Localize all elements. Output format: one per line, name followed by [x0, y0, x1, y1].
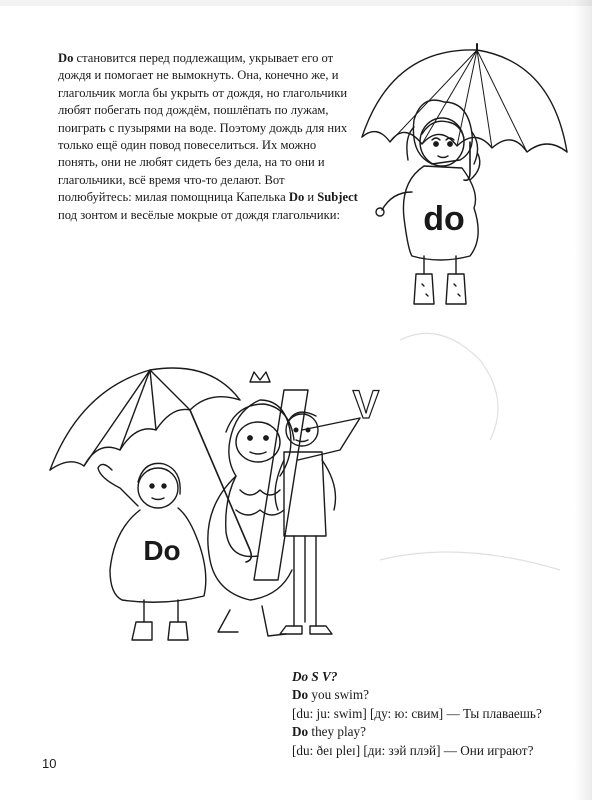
example-2-transcription: [du: ðeɪ pleɪ] [ди: зэй плэй] — Они играют? [292, 742, 534, 758]
bottom-v-letter: V [352, 383, 380, 427]
example-1-question [292, 686, 582, 704]
illustration-do-girl-umbrella [352, 42, 572, 322]
intro-and-word: и [304, 190, 318, 205]
intro-do-bold: Do [288, 190, 305, 205]
formula-do-s-v: Do S V? [292, 669, 338, 684]
bleed-through-shadow [360, 300, 592, 680]
example-2-rest: they play? [308, 724, 366, 740]
scan-top-edge [0, 0, 592, 6]
intro-text-part1: становится перед подлежащим, укрывает его от дождя и помогает не вымокнуть. Она, конечно же, и глагольчик могла бы укрыть от дождя, но глагольчики любят побегать под дождём, пошлёпать по лужам, поиграть с пузырями на воде. Поэтому дождь для них только ещё один повод повеселиться. Их можно понять, они не любят сидеть без дела, на то они и глагольчики, всё время что-то делают. Вот полюбуйтесь: милая помощница Капелька [58, 51, 348, 205]
example-2-do: Do [292, 724, 309, 740]
page-number: 10 [42, 756, 57, 771]
intro-subject-bold: Subject [317, 190, 358, 205]
intro-paragraph [58, 50, 358, 224]
intro-do-word: Do [58, 51, 74, 65]
example-2-question [292, 723, 582, 741]
illustration-do-subject-verb-group [40, 360, 400, 650]
top-do-label: do [423, 200, 465, 238]
intro-text-part2: под зонтом и весёлые мокрые от дождя глагольчики: [58, 207, 340, 222]
bottom-do-label: Do [143, 535, 181, 566]
example-1-transcription: [du: ju: swim] [ду: ю: свим] — Ты плаваешь? [292, 705, 542, 721]
example-1-do: Do [292, 687, 309, 703]
example-block [292, 668, 582, 760]
example-1-rest: you swim? [308, 687, 369, 703]
